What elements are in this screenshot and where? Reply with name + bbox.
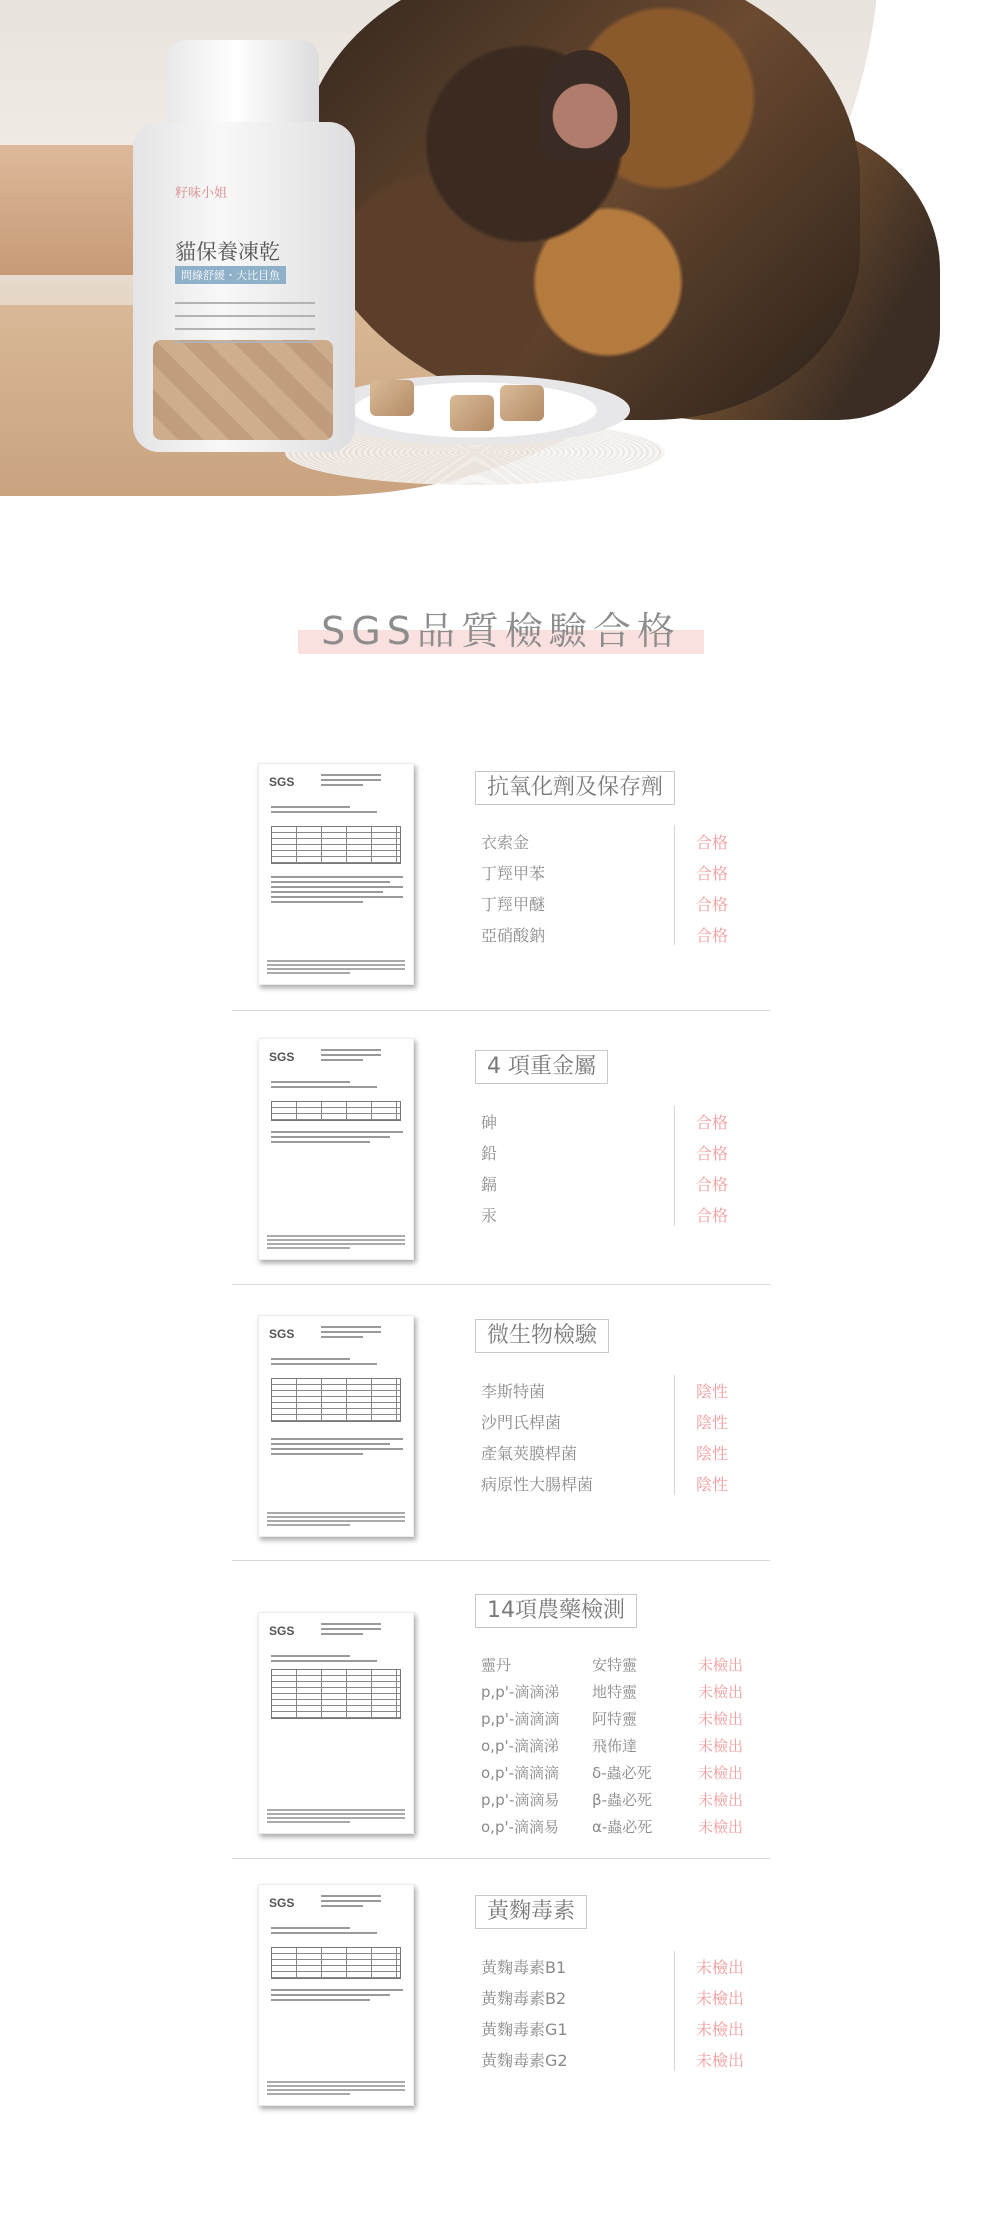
test-item: 阿特靈 xyxy=(592,1710,638,1728)
test-result: 合格 xyxy=(696,1113,729,1132)
test-item: 黃麴毒素G1 xyxy=(481,2020,568,2039)
test-result: 未檢出 xyxy=(698,1656,744,1674)
test-item: 鉛 xyxy=(481,1144,498,1163)
jar-tag: 問綠舒緩・大比目魚 xyxy=(175,266,286,284)
test-result: 合格 xyxy=(696,1175,729,1194)
sgs-logo: SGS xyxy=(269,1050,295,1064)
test-item: 汞 xyxy=(481,1206,498,1225)
test-result: 未檢出 xyxy=(698,1683,744,1701)
section-antioxidants xyxy=(232,755,770,995)
hero-photo xyxy=(0,0,1000,496)
test-item: 黃麴毒素G2 xyxy=(481,2051,568,2070)
section-title: 黃麴毒素 xyxy=(475,1895,587,1929)
test-result: 未檢出 xyxy=(698,1818,744,1836)
section-title: 14項農藥檢測 xyxy=(475,1594,637,1628)
test-item: p,p'-滴滴滴 xyxy=(481,1710,560,1728)
section-aflatoxin xyxy=(232,1875,770,2115)
section-title: 抗氧化劑及保存劑 xyxy=(475,771,675,805)
sgs-logo: SGS xyxy=(269,775,295,789)
jar-label-lines xyxy=(175,302,315,354)
section-title: 微生物檢驗 xyxy=(475,1319,609,1353)
sgs-report-image xyxy=(258,1038,414,1260)
test-item: 丁羥甲苯 xyxy=(481,864,546,883)
test-item: p,p'-滴滴易 xyxy=(481,1791,560,1809)
test-result: 合格 xyxy=(696,895,729,914)
test-item: 病原性大腸桿菌 xyxy=(481,1475,594,1494)
test-item: 沙門氏桿菌 xyxy=(481,1413,562,1432)
test-item: 李斯特菌 xyxy=(481,1382,546,1401)
test-result: 未檢出 xyxy=(696,1989,745,2008)
test-result: 合格 xyxy=(696,926,729,945)
test-item: o,p'-滴滴滴 xyxy=(481,1764,560,1782)
test-result: 合格 xyxy=(696,864,729,883)
jar-brand: 籽味小姐 xyxy=(175,186,228,201)
test-item: 丁羥甲醚 xyxy=(481,895,546,914)
cat-ear xyxy=(540,50,630,160)
column-divider xyxy=(674,1106,675,1226)
section-divider xyxy=(232,1858,770,1859)
test-item: 安特靈 xyxy=(592,1656,638,1674)
test-result: 未檢出 xyxy=(698,1791,744,1809)
test-result: 陰性 xyxy=(696,1413,729,1432)
test-item: 產氣莢膜桿菌 xyxy=(481,1444,578,1463)
test-item: 地特靈 xyxy=(592,1683,638,1701)
test-result: 合格 xyxy=(696,833,729,852)
column-divider xyxy=(674,1375,675,1495)
test-result: 未檢出 xyxy=(698,1737,744,1755)
sgs-report-image xyxy=(258,763,414,985)
test-item: α-蟲必死 xyxy=(592,1818,653,1836)
test-item: 靈丹 xyxy=(481,1656,512,1674)
main-title-block xyxy=(298,600,704,660)
jar-title: 貓保養凍乾 xyxy=(175,240,280,264)
test-item: 亞硝酸鈉 xyxy=(481,926,546,945)
column-divider xyxy=(674,825,675,945)
test-item: 飛佈達 xyxy=(592,1737,638,1755)
section-title: 4 項重金屬 xyxy=(475,1050,608,1084)
column-divider xyxy=(674,1951,675,2071)
test-item: 衣索金 xyxy=(481,833,530,852)
sgs-report-image xyxy=(258,1884,414,2106)
test-result: 陰性 xyxy=(696,1444,729,1463)
test-item: o,p'-滴滴涕 xyxy=(481,1737,560,1755)
jar-cap xyxy=(167,40,319,132)
test-result: 合格 xyxy=(696,1144,729,1163)
test-result: 合格 xyxy=(696,1206,729,1225)
sgs-logo: SGS xyxy=(269,1327,295,1341)
main-title: SGS品質檢驗合格 xyxy=(321,609,681,653)
treat-cube xyxy=(370,380,414,416)
test-item: 鎘 xyxy=(481,1175,498,1194)
product-jar xyxy=(133,40,355,452)
section-heavy-metals xyxy=(232,1030,770,1270)
test-item: δ-蟲必死 xyxy=(592,1764,652,1782)
section-pesticides xyxy=(232,1580,770,1850)
section-microbiology xyxy=(232,1305,770,1545)
test-item: p,p'-滴滴涕 xyxy=(481,1683,560,1701)
jar-cubes xyxy=(153,340,333,440)
section-divider xyxy=(232,1560,770,1561)
sgs-report-image xyxy=(258,1612,414,1834)
treat-cube xyxy=(500,385,544,421)
treat-cube xyxy=(450,395,494,431)
test-result: 陰性 xyxy=(696,1382,729,1401)
test-item: 砷 xyxy=(481,1113,498,1132)
test-item: 黃麴毒素B1 xyxy=(481,1958,567,1977)
sgs-logo: SGS xyxy=(269,1624,295,1638)
test-result: 未檢出 xyxy=(698,1710,744,1728)
sgs-report-image xyxy=(258,1315,414,1537)
test-item: o,p'-滴滴易 xyxy=(481,1818,560,1836)
test-result: 未檢出 xyxy=(698,1764,744,1782)
section-divider xyxy=(232,1284,770,1285)
test-item: 黃麴毒素B2 xyxy=(481,1989,567,2008)
test-result: 未檢出 xyxy=(696,2051,745,2070)
test-result: 未檢出 xyxy=(696,2020,745,2039)
section-divider xyxy=(232,1010,770,1011)
test-result: 未檢出 xyxy=(696,1958,745,1977)
test-result: 陰性 xyxy=(696,1475,729,1494)
sgs-logo: SGS xyxy=(269,1896,295,1910)
test-item: β-蟲必死 xyxy=(592,1791,652,1809)
